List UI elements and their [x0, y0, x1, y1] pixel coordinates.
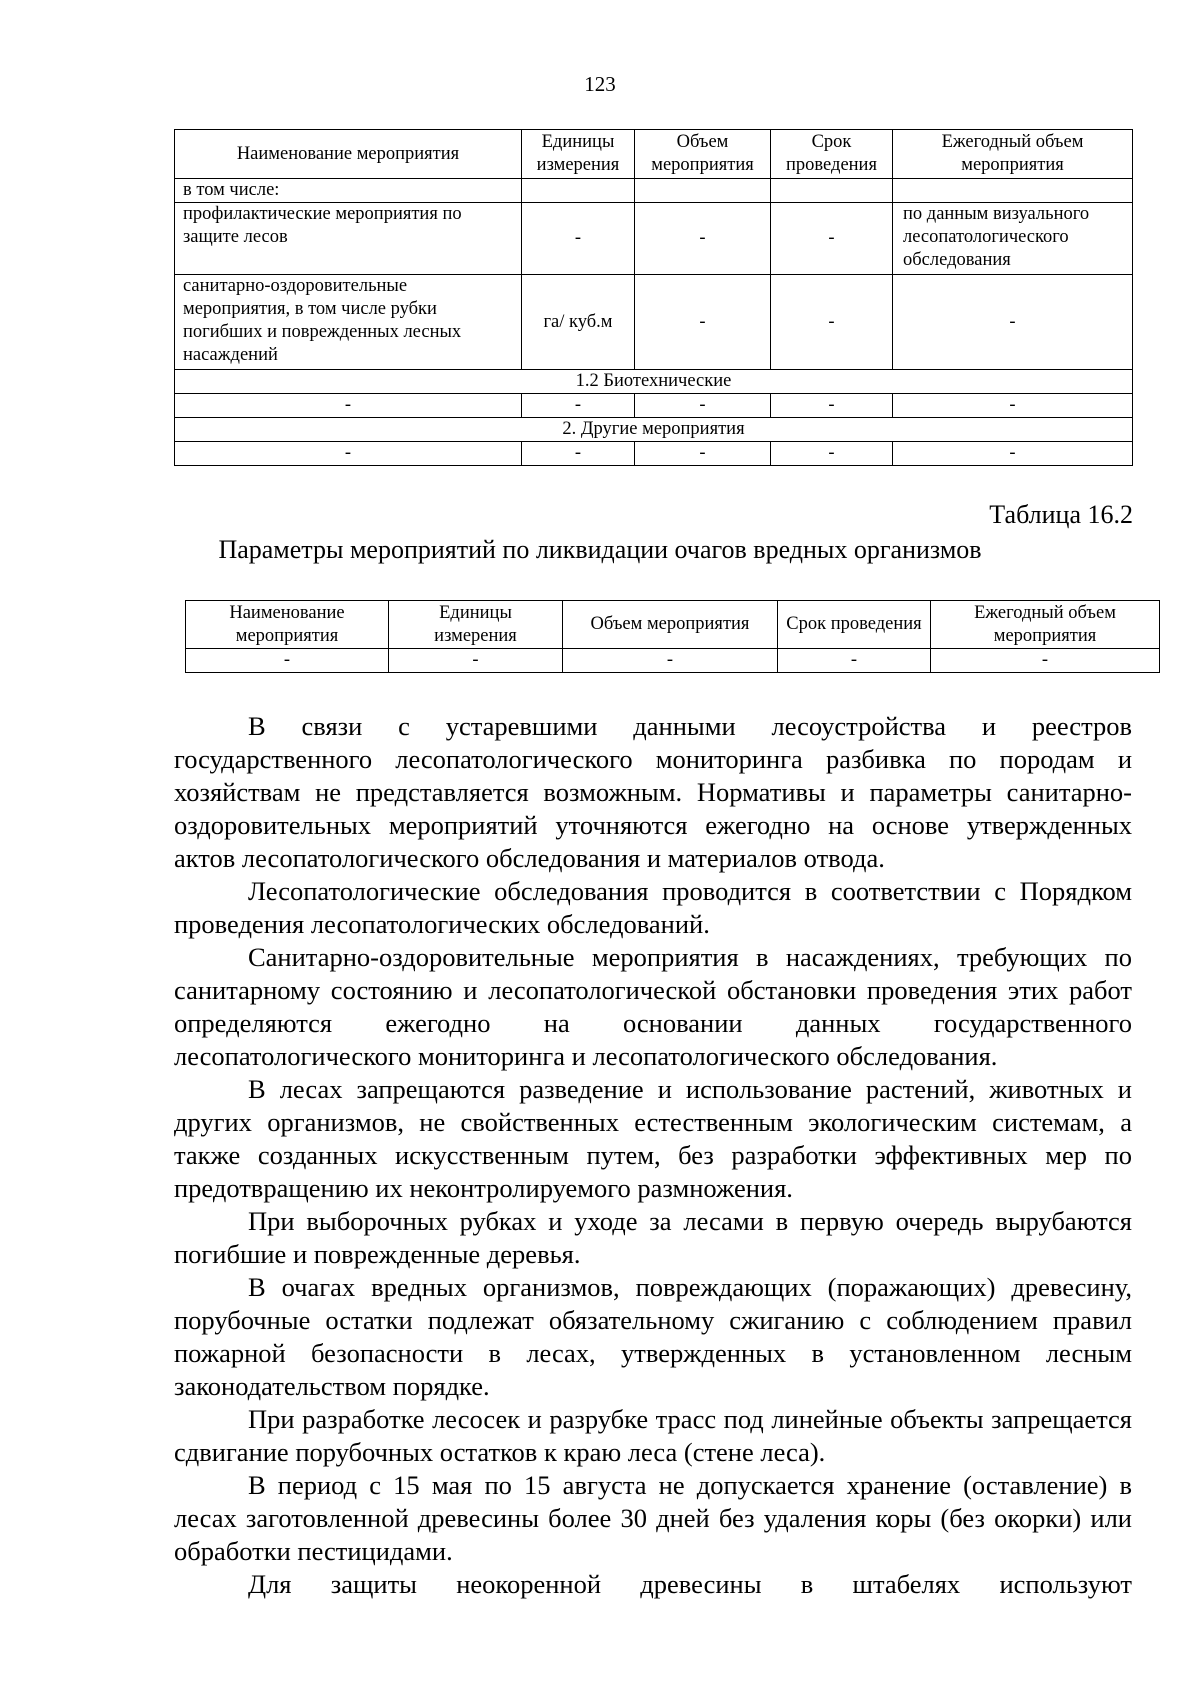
cell-annual: - [893, 394, 1133, 418]
cell-annual: - [893, 442, 1133, 466]
header-name: Наименование мероприятия [175, 130, 522, 179]
cell-unit: - [389, 649, 563, 673]
header-annual: Ежегодный объем мероприятия [893, 130, 1133, 179]
table-header-row [175, 130, 1133, 179]
cell-unit: - [522, 394, 635, 418]
cell-volume: - [635, 442, 771, 466]
cell-name: санитарно-оздоровительные мероприятия, в том числе рубки погибших и поврежденных лесных насаждений [175, 275, 522, 370]
paragraph: В связи с устаревшими данными лесоустройства и реестров государственного лесопатологического мониторинга разбивка по породам и хозяйствам не представляется возможным. Нормативы и параметры санитарно-оздоровительных мероприятий уточняются ежегодно на основе утвержденных актов лесопатологического обследования и материалов отвода. [174, 711, 1132, 873]
cell-unit: га/ куб.м [522, 275, 635, 370]
cell-unit: - [522, 442, 635, 466]
cell-annual: - [893, 275, 1133, 370]
paragraph: В лесах запрещаются разведение и использование растений, животных и других организмов, не свойственных естественным экологическим системам, а также созданных искусственным путем, без разработки эффективных мер по предотвращению их неконтролируемого размножения. [174, 1074, 1132, 1203]
cell-term: - [771, 442, 893, 466]
cell-name: - [175, 442, 522, 466]
cell-name: профилактические мероприятия по защите лесов [175, 203, 522, 275]
cell-name: в том числе: [175, 179, 522, 203]
header-annual: Ежегодный объем мероприятия [931, 601, 1160, 649]
section-row [175, 370, 1133, 394]
cell-annual: - [931, 649, 1160, 673]
cell-volume: - [635, 275, 771, 370]
cell-unit: - [522, 203, 635, 275]
header-term: Срок проведения [778, 601, 931, 649]
header-term: Срок проведения [771, 130, 893, 179]
table-caption: Параметры мероприятий по ликвидации очагов вредных организмов [218, 535, 982, 564]
header-name: Наименование мероприятия [186, 601, 389, 649]
cell-term: - [771, 394, 893, 418]
section-biotech: 1.2 Биотехнические [175, 370, 1133, 394]
cell-volume [635, 179, 771, 203]
cell-name: - [186, 649, 389, 673]
cell-volume: - [635, 394, 771, 418]
header-volume: Объем мероприятия [563, 601, 778, 649]
paragraph: При разработке лесосек и разрубке трасс под линейные объекты запрещается сдвигание порубочных остатков к краю леса (стене леса). [174, 1404, 1132, 1467]
table-row [175, 442, 1133, 466]
cell-annual [893, 179, 1133, 203]
section-row [175, 418, 1133, 442]
paragraph: Санитарно-оздоровительные мероприятия в насаждениях, требующих по санитарному состоянию и лесопатологической обстановки проведения этих работ определяются ежегодно на основании данных государственного лесопатологического мониторинга и лесопатологического обследования. [174, 942, 1132, 1071]
table-row [175, 275, 1133, 370]
cell-term: - [778, 649, 931, 673]
table-row [186, 649, 1160, 673]
paragraph: При выборочных рубках и уходе за лесами в первую очередь вырубаются погибшие и поврежденные деревья. [174, 1206, 1132, 1269]
table-header-row [186, 601, 1160, 649]
page-number: 123 [584, 72, 616, 96]
table-row [175, 394, 1133, 418]
body-text [174, 710, 1132, 1601]
cell-unit [522, 179, 635, 203]
paragraph-last: Для защиты неокоренной древесины в штабелях используют [248, 1569, 1132, 1599]
cell-volume: - [635, 203, 771, 275]
pest-measures-table [185, 600, 1160, 673]
section-other: 2. Другие мероприятия [175, 418, 1133, 442]
cell-term: - [771, 203, 893, 275]
cell-volume: - [563, 649, 778, 673]
header-unit: Единицы измерения [389, 601, 563, 649]
cell-term [771, 179, 893, 203]
paragraph: Лесопатологические обследования проводится в соответствии с Порядком проведения лесопатологических обследований. [174, 876, 1132, 939]
cell-annual: по данным визуального лесопатологического обследования [893, 203, 1133, 275]
table-number: Таблица 16.2 [989, 500, 1133, 529]
header-unit: Единицы измерения [522, 130, 635, 179]
measures-table [174, 129, 1133, 466]
cell-term: - [771, 275, 893, 370]
header-volume: Объем мероприятия [635, 130, 771, 179]
table-row [175, 179, 1133, 203]
paragraph: В период с 15 мая по 15 августа не допускается хранение (оставление) в лесах заготовленной древесины более 30 дней без удаления коры (без окорки) или обработки пестицидами. [174, 1470, 1132, 1566]
table-row [175, 203, 1133, 275]
paragraph: В очагах вредных организмов, повреждающих (поражающих) древесину, порубочные остатки подлежат обязательному сжиганию с соблюдением правил пожарной безопасности в лесах, утвержденных в установленном лесным законодательством порядке. [174, 1272, 1132, 1401]
cell-name: - [175, 394, 522, 418]
